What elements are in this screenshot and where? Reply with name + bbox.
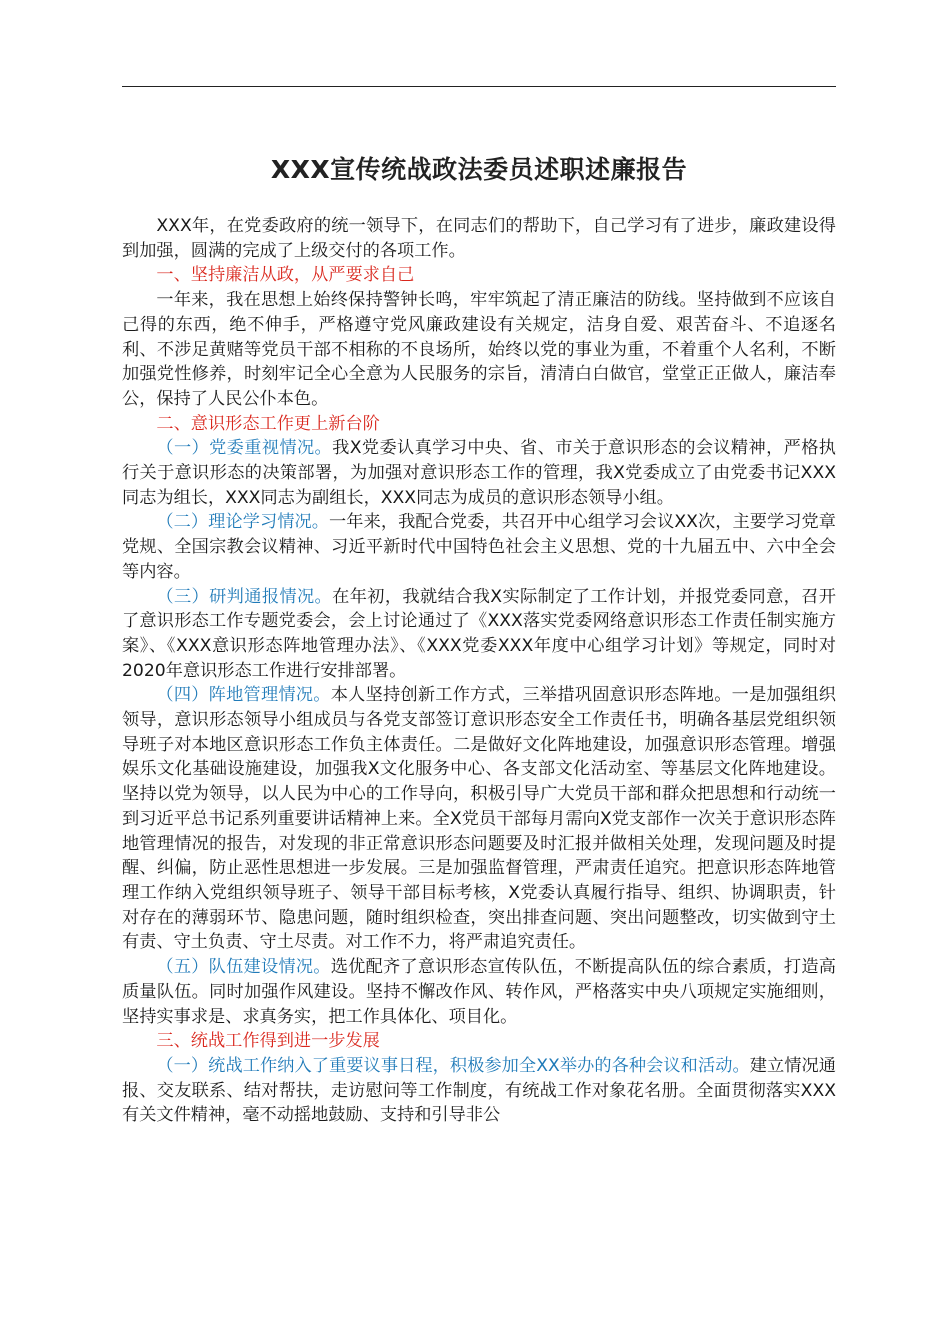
section-2-item-4-text: 本人坚持创新工作方式，三举措巩固意识形态阵地。一是加强组织领导，意识形态领导小组成员与各党支部签订意识形态安全工作责任书，明确各基层党组织领导班子对本地区意识形态工作负主体责任。二是做好文化阵地建设，加强意识形态管理。增强娱乐文化基础设施建设，加强我X文化服务中心、各支部文化活动室、等基层文化阵地建设。坚持以党为领导，以人民为中心的工作导向，积极引导广大党员干部和群众把思想和行动统一到习近平总书记系列重要讲话精神上来。全X党员干部每月需向X党支部作一次关于意识形态阵地管理情况的报告，对发现的非正常意识形态问题要及时汇报并做相关处理，发现问题及时提醒、纠偏，防止恶性思想进一步发展。三是加强监督管理，严肃责任追究。把意识形态阵地管理工作纳入党组织领导班子、领导干部目标考核，X党委认真履行指导、组织、协调职责，针对存在的薄弱环节、隐患问题，随时组织检查，突出排查问题、突出问题整改，切实做到守土有责、守土负责、守土尽责。对工作不力，将严肃追究责任。 [122,685,836,953]
section-2-item-3-label: （三）研判通报情况。 [156,586,333,607]
document-body [122,214,836,1128]
section-1-paragraph: 一年来，我在思想上始终保持警钟长鸣，牢牢筑起了清正廉洁的防线。坚持做到不应该自己得的东西，绝不伸手，严格遵守党风廉政建设有关规定，洁身自爱、艰苦奋斗、不追逐名利、不涉足黄赌等党员干部不相称的不良场所，始终以党的事业为重，不着重个人名利，不断加强党性修养，时刻牢记全心全意为人民服务的宗旨，清清白白做官，堂堂正正做人，廉洁奉公，保持了人民公仆本色。 [122,290,836,409]
section-2-item-3 [122,585,836,684]
section-3-item-1-label: （一）统战工作纳入了重要议事日程，积极参加全XX举办的各种会议和活动。 [156,1055,750,1076]
section-2-item-1-text: 我X党委认真学习中央、省、市关于意识形态的会议精神，严格执行关于意识形态的决策部署，为加强对意识形态工作的管理，我X党委成立了由党委书记XXX同志为组长，XXX同志为副组长，XXX同志为成员的意识形态领导小组。 [122,438,836,508]
section-2-item-5 [122,955,836,1029]
section-2-item-4-label: （四）阵地管理情况。 [156,685,331,706]
section-2-heading: 二、意识形态工作更上新台阶 [156,413,380,434]
section-3-heading: 三、统战工作得到进一步发展 [156,1031,380,1052]
section-3-item-1 [122,1054,836,1128]
section-2-item-2-text: 一年来，我配合党委，共召开中心组学习会议XX次，主要学习党章党规、全国宗教会议精神、习近平新时代中国特色社会主义思想、党的十九届五中、六中全会等内容。 [122,512,836,582]
section-1-heading: 一、坚持廉洁从政，从严要求自己 [156,265,415,286]
section-2-item-1-label: （一）党委重视情况。 [156,438,333,459]
header-rule [122,86,836,87]
section-2-item-1 [122,436,836,510]
intro-paragraph: XXX年，在党委政府的统一领导下，在同志们的帮助下，自己学习有了进步，廉政建设得到加强，圆满的完成了上级交付的各项工作。 [122,216,836,261]
section-2-item-2-label: （二）理论学习情况。 [156,512,330,533]
section-2-item-3-text: 在年初，我就结合我X实际制定了工作计划，并报党委同意，召开了意识形态工作专题党委会，会上讨论通过了《XXX落实党委网络意识形态工作责任制实施方案》、《XXX意识形态阵地管理办法》、《XXX党委XXX年度中心组学习计划》等规定，同时对2020年意识形态工作进行安排部署。 [122,586,836,681]
document-title: XXX宣传统战政法委员述职述廉报告 [270,155,688,184]
section-3-item-1-text: 建立情况通报、交友联系、结对帮扶，走访慰问等工作制度，有统战工作对象花名册。全面贯彻落实XXX有关文件精神，毫不动摇地鼓励、支持和引导非公 [122,1055,836,1126]
section-2-item-5-label: （五）队伍建设情况。 [156,957,331,978]
section-2-item-4 [122,683,836,955]
section-2-item-2 [122,510,836,584]
section-2-item-5-text: 选优配齐了意识形态宣传队伍，不断提高队伍的综合素质，打造高质量队伍。同时加强作风建设。坚持不懈改作风、转作风，严格落实中央八项规定实施细则，坚持实事求是、求真务实，把工作具体化、项目化。 [122,957,836,1027]
